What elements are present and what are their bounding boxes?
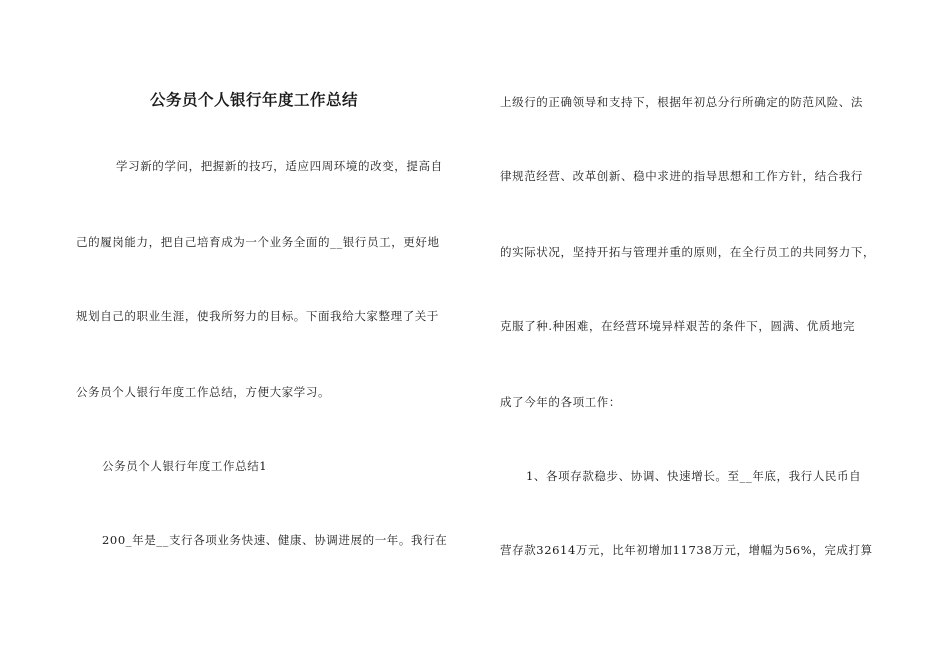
paragraph-line: 的实际状况，坚持开拓与管理并重的原则，在全行员工的共同努力下， (500, 245, 876, 259)
paragraph-line: 成了今年的各项工作： (500, 395, 621, 409)
paragraph-line: 学习新的学问，把握新的技巧，适应四周环境的改变，提高自 (116, 159, 443, 173)
paragraph-line: 1、各项存款稳步、协调、快速增长。至__年底，我行人民币自 (526, 469, 862, 483)
paragraph-line: 200_年是__支行各项业务快速、健康、协调进展的一年。我行在 (102, 533, 448, 547)
paragraph-line: 律规范经营、改革创新、稳中求进的指导思想和工作方针，结合我行 (500, 169, 863, 183)
paragraph-line: 己的履岗能力，把自己培育成为一个业务全面的__银行员工，更好地 (76, 235, 440, 249)
section-heading: 公务员个人银行年度工作总结1 (102, 459, 268, 473)
paragraph-line: 营存款32614万元，比年初增加11738万元，增幅为56%，完成打算 (500, 543, 873, 557)
paragraph-line: 公务员个人银行年度工作总结，方便大家学习。 (76, 385, 331, 399)
paragraph-line: 规划自己的职业生涯，使我所努力的目标。下面我给大家整理了关于 (76, 309, 439, 323)
document-title: 公务员个人银行年度工作总结 (150, 91, 359, 109)
paragraph-line: 克服了种.种困难，在经营环境异样艰苦的条件下，圆满、优质地完 (500, 319, 856, 333)
paragraph-line: 上级行的正确领导和支持下，根据年初总分行所确定的防范风险、法 (500, 95, 863, 109)
